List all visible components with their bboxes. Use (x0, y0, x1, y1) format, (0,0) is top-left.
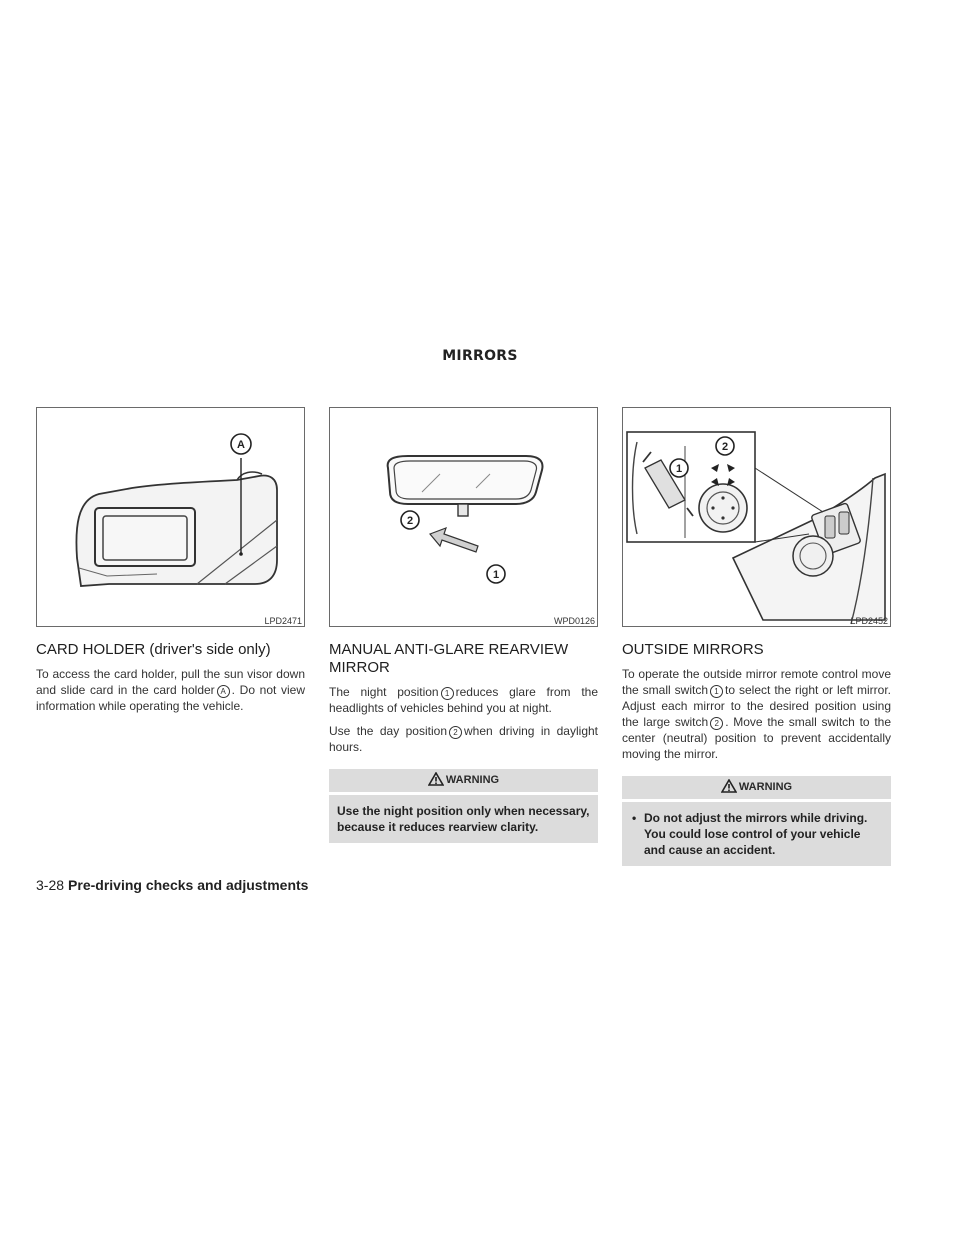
rearview-mirror-illustration (330, 408, 597, 626)
chapter-title: Pre-driving checks and adjustments (68, 877, 309, 893)
column-rearview-mirror (329, 407, 598, 843)
figure-callout-2: 2 (721, 441, 729, 453)
paragraph-day-position (329, 723, 598, 755)
page-number: 3-28 (36, 877, 65, 893)
text-segment: The night position (329, 685, 439, 699)
text-segment: . Do not view information while operating the vehicle. (36, 683, 305, 713)
figure-code: LPD2452 (850, 616, 888, 626)
warning-header (622, 776, 891, 799)
figure-sun-visor (36, 407, 305, 627)
callout-1: 1 (441, 687, 454, 700)
figure-callout-1: 1 (675, 463, 683, 475)
text-segment: Use the day position (329, 724, 447, 738)
figure-outside-mirror-switch (622, 407, 891, 627)
callout-2: 2 (710, 717, 723, 730)
bullet-icon: • (632, 811, 637, 825)
warning-label: WARNING (445, 774, 500, 786)
figure-callout-a: A (237, 439, 245, 451)
paragraph-night-position (329, 684, 598, 716)
text-segment: . Move the small switch to the center (neutral) position to prevent accidentally moving the mirror. (622, 715, 891, 761)
figure-rearview-mirror (329, 407, 598, 627)
figure-code: LPD2471 (264, 616, 302, 626)
heading-outside-mirrors: OUTSIDE MIRRORS (622, 641, 764, 658)
text-segment: To access the card holder, pull the sun visor down and slide card in the card holder (36, 667, 305, 697)
warning-icon (721, 779, 737, 793)
warning-header (329, 769, 598, 792)
callout-2: 2 (449, 726, 462, 739)
heading-rearview-mirror: MANUAL ANTI-GLARE REARVIEW MIRROR (329, 641, 569, 676)
paragraph-outside-mirrors (622, 666, 891, 762)
figure-callout-2: 2 (406, 515, 414, 527)
page-footer (36, 877, 308, 893)
text-segment: To operate the outside mirror remote control move the small switch (622, 667, 891, 697)
warning-icon (428, 772, 444, 786)
outside-mirror-switch-illustration (623, 408, 890, 626)
warning-text: Do not adjust the mirrors while driving. You could lose control of your vehicle and cause an accident. (644, 811, 868, 857)
column-card-holder (36, 407, 305, 714)
heading-card-holder: CARD HOLDER (driver's side only) (36, 641, 271, 658)
figure-callout-1: 1 (492, 569, 500, 581)
text-segment: reduces glare from the headlights of vehicles behind you at night. (329, 685, 599, 715)
section-title: MIRRORS (442, 348, 518, 364)
figure-code: WPD0126 (553, 616, 595, 626)
callout-1: 1 (710, 685, 723, 698)
warning-body: Use the night position only when necessary, because it reduces rearview clarity. (329, 795, 598, 843)
text-segment: to select the right or left mirror. Adjust each mirror to the desired position using the large switch (622, 683, 891, 729)
text-segment: when driving in daylight hours. (329, 724, 598, 754)
paragraph-card-holder (36, 666, 305, 714)
sun-visor-illustration (37, 408, 304, 626)
warning-label: WARNING (738, 781, 793, 793)
column-outside-mirrors (622, 407, 891, 866)
callout-a: A (217, 685, 230, 698)
warning-body (622, 802, 891, 866)
